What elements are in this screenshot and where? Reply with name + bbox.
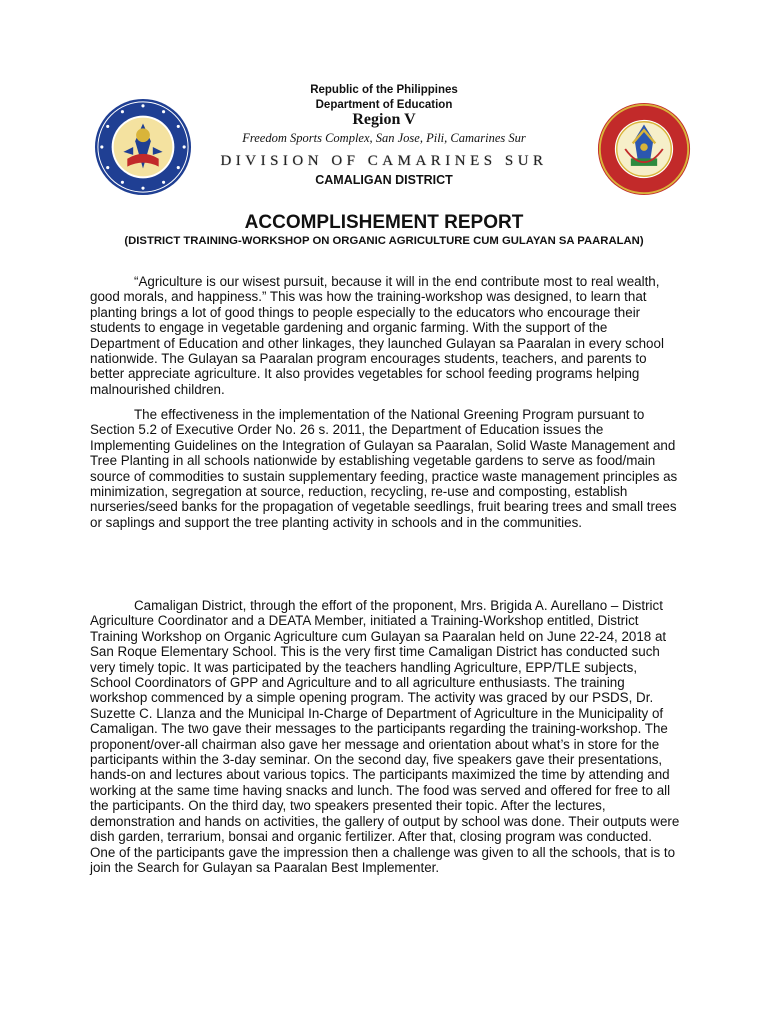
header-region: Region V (352, 111, 416, 128)
header-division: DIVISION OF CAMARINES SUR (220, 153, 548, 169)
header-district: CAMALIGAN DISTRICT (315, 173, 453, 187)
report-subtitle: (DISTRICT TRAINING-WORKSHOP ON ORGANIC AGRICULTURE CUM GULAYAN SA PAARALAN) (124, 235, 644, 247)
paragraph-camaligan-district: Camaligan District, through the effort of the proponent, Mrs. Brigida A. Aurellano – District Agriculture Coordinator and a DEATA Member, initiated a Training-Workshop entitled, District Training Workshop on Organic Agriculture cum Gulayan sa Paaralan held on June 22-24, 2018 at San Roque Elementary School. This is the very first time Camaligan District has conducted such very timely topic. It was participated by the teachers handling Agriculture, EPP/TLE subjects, School Coordinators of GPP and Agriculture and to all agriculture enthusiasts. The training workshop commenced by a simple opening program. The activity was graced by our PSDS, Dr. Suzette C. Llanza and the Municipal In-Charge of Department of Agriculture in the Municipality of Camaligan. The two gave their messages to the participants regarding the training-workshop. The proponent/over-all chairman also gave her message and orientation about what’s in store for the participants within the 3-day seminar. On the second day, five speakers gave their presentations, hands-on and lectures about various topics. The participants maximized the time by attending and working at the same time having snacks and lunch. The food was served and offered for free to all the participants. On the third day, two speakers presented their topic. After the lectures, demonstration and hands on activities, the gallery of output by school was done. Their outputs were dish garden, terrarium, bonsai and organic fertilizer. After that, closing program was conducted. One of the participants gave the impression then a challenge was given to all the schools, that is to join the Search for Gulayan sa Paaralan Best Implementer. (90, 598, 680, 875)
paragraph-intro: “Agriculture is our wisest pursuit, because it will in the end contribute most to real wealth, good morals, and happiness.” This was how the training-workshop was designed, to learn that planting brings a lot of good things to people especially to the educators who encourage their students to engage in vegetable gardening and organic farming. With the support of the Department of Education and other linkages, they launched Gulayan sa Paaralan in every school nationwide. The Gulayan sa Paaralan program encourages students, teachers, and parents to better appreciate agriculture. It also provides vegetables for school feeding programs helping malnourished children. (90, 274, 664, 397)
paragraph-greening-program: The effectiveness in the implementation of the National Greening Program pursuant to Section 5.2 of Executive Order No. 26 s. 2011, the Department of Education issues the Implementing Guidelines on the Integration of Gulayan sa Paaralan, Solid Waste Management and Tree Planting in all schools nationwide by establishing vegetable gardens to serve as food/main source of commodities to sustain supplementary feeding, practice waste management principles as minimization, segregation at source, reduction, recycling, re-use and composting, establish nurseries/seed banks for the propagation of vegetable seedlings, fruit bearing trees and small trees or saplings and support the tree planting activity in schools and in the communities. (90, 407, 678, 530)
report-title: ACCOMPLISHEMENT REPORT (244, 212, 524, 233)
header-address: Freedom Sports Complex, San Jose, Pili, Camarines Sur (242, 131, 526, 145)
header-department: Department of Education (315, 99, 453, 111)
header-republic: Republic of the Philippines (310, 84, 458, 96)
